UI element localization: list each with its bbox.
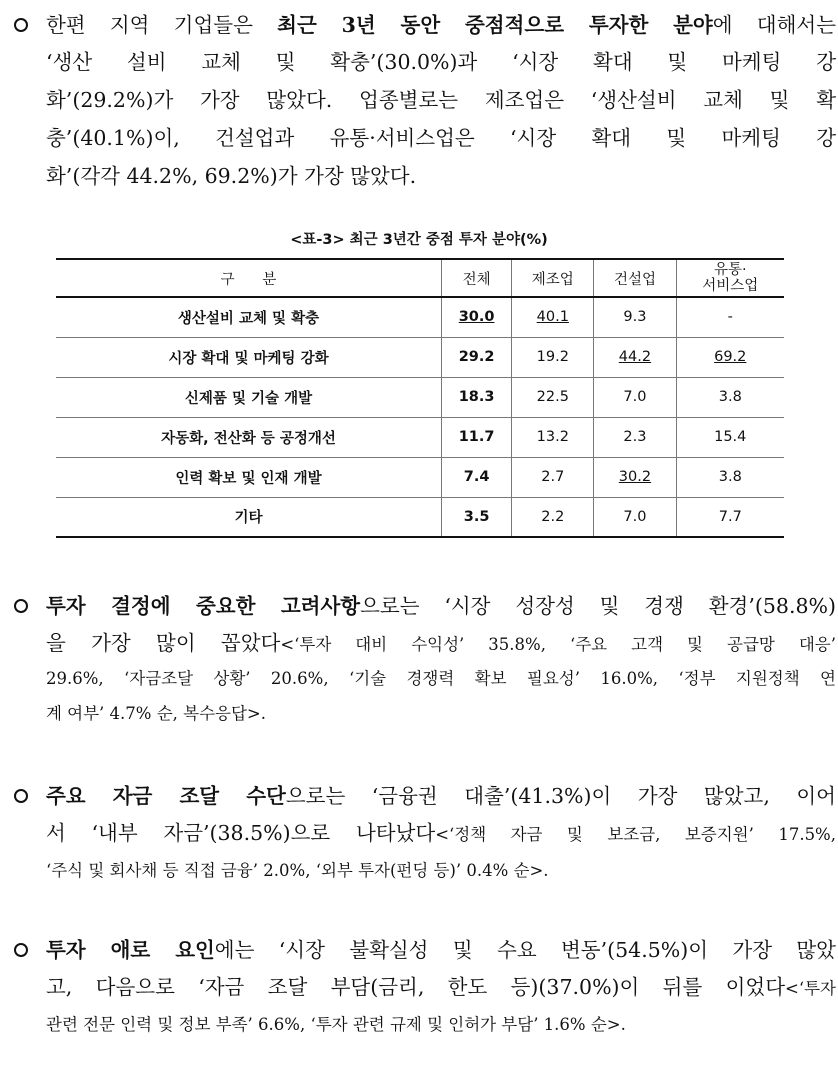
table-row — [56, 377, 784, 417]
cell-total: 29.2 — [442, 337, 512, 377]
header-total: 전체 — [442, 259, 512, 297]
row-label: 자동화, 전산화 등 공정개선 — [161, 430, 336, 447]
cell-manufacturing: 2.7 — [512, 457, 594, 497]
text-line: ‘주식 및 회사채 등 직접 금융’ 2.0%, ‘외부 투자(펀딩 등)’ 0.4% 순>. — [46, 861, 549, 880]
text-line: ‘생산 설비 교체 및 확충’(30.0%)과 ‘시장 확대 및 마케팅 강 — [46, 50, 836, 74]
text-line: 화’(29.2%)가 가장 많았다. 업종별로는 제조업은 ‘생산설비 교체 및 확 — [46, 88, 836, 112]
table-caption: <표-3> 최근 3년간 중점 투자 분야(%) — [290, 232, 548, 248]
cell-distribution-service: 3.8 — [676, 377, 784, 417]
cell-distribution-service: - — [676, 297, 784, 337]
text-line: 투자 애로 요인에는 ‘시장 불확실성 및 수요 변동’(54.5%)이 가장 많았 — [46, 938, 836, 962]
cell-manufacturing: 13.2 — [512, 417, 594, 457]
text-line: 충’(40.1%)이, 건설업과 유통·서비스업은 ‘시장 확대 및 마케팅 강 — [46, 126, 836, 150]
text-line: 을 가장 많이 꼽았다<‘투자 대비 수익성’ 35.8%, ‘주요 고객 및 공급망 대응’ — [46, 631, 836, 655]
cell-construction: 30.2 — [594, 457, 676, 497]
header-manufacturing: 제조업 — [512, 259, 594, 297]
cell-construction: 9.3 — [594, 297, 676, 337]
cell-distribution-service: 7.7 — [676, 497, 784, 537]
text-line: 29.6%, ‘자금조달 상황’ 20.6%, ‘기술 경쟁력 확보 필요성’ 16.0%, ‘정부 지원정책 연 — [46, 669, 836, 688]
row-label: 시장 확대 및 마케팅 강화 — [168, 350, 329, 367]
cell-total: 18.3 — [442, 377, 512, 417]
cell-total: 3.5 — [442, 497, 512, 537]
cell-construction: 44.2 — [594, 337, 676, 377]
cell-total: 7.4 — [442, 457, 512, 497]
text-line: 계 여부’ 4.7% 순, 복수응답>. — [46, 704, 266, 723]
text-line: 서 ‘내부 자금’(38.5%)으로 나타났다<‘정책 자금 및 보조금, 보증지원’ 17.5%, — [46, 821, 836, 845]
circle-bullet-icon — [14, 599, 28, 613]
cell-construction: 7.0 — [594, 377, 676, 417]
cell-manufacturing: 19.2 — [512, 337, 594, 377]
table-row — [56, 297, 784, 337]
cell-distribution-service: 15.4 — [676, 417, 784, 457]
row-label: 생산설비 교체 및 확충 — [177, 310, 320, 327]
cell-manufacturing: 22.5 — [512, 377, 594, 417]
text-line: 고, 다음으로 ‘자금 조달 부담(금리, 한도 등)(37.0%)이 뒤를 이었다<‘투자 — [46, 975, 836, 999]
row-label: 인력 확보 및 인재 개발 — [175, 470, 322, 487]
investment-areas-table — [56, 258, 784, 538]
circle-bullet-icon — [14, 18, 28, 32]
cell-total: 11.7 — [442, 417, 512, 457]
header-category: 구 분 — [56, 259, 442, 297]
cell-distribution-service: 69.2 — [676, 337, 784, 377]
text-line: 주요 자금 조달 수단으로는 ‘금융권 대출’(41.3%)이 가장 많았고, 이어 — [46, 784, 836, 808]
text-line: 화’(각각 44.2%, 69.2%)가 가장 많았다. — [46, 164, 417, 188]
cell-construction: 7.0 — [594, 497, 676, 537]
header-distribution-service: 유통· 서비스업 — [676, 259, 784, 297]
header-construction: 건설업 — [594, 259, 676, 297]
table-row — [56, 457, 784, 497]
table-row — [56, 497, 784, 537]
row-label: 신제품 및 기술 개발 — [184, 390, 313, 407]
circle-bullet-icon — [14, 789, 28, 803]
table-header-row — [56, 259, 784, 297]
cell-manufacturing: 40.1 — [512, 297, 594, 337]
table-row — [56, 417, 784, 457]
cell-manufacturing: 2.2 — [512, 497, 594, 537]
circle-bullet-icon — [14, 943, 28, 957]
text-line: 한편 지역 기업들은 최근 3년 동안 중점적으로 투자한 분야에 대해서는 — [46, 13, 837, 37]
cell-construction: 2.3 — [594, 417, 676, 457]
cell-total: 30.0 — [442, 297, 512, 337]
text-line: 관련 전문 인력 및 정보 부족’ 6.6%, ‘투자 관련 규제 및 인허가 부담’ 1.6% 순>. — [46, 1015, 626, 1034]
cell-distribution-service: 3.8 — [676, 457, 784, 497]
row-label: 기타 — [234, 510, 263, 527]
table-row — [56, 337, 784, 377]
text-line: 투자 결정에 중요한 고려사항으로는 ‘시장 성장성 및 경쟁 환경’(58.8%) — [46, 594, 836, 618]
